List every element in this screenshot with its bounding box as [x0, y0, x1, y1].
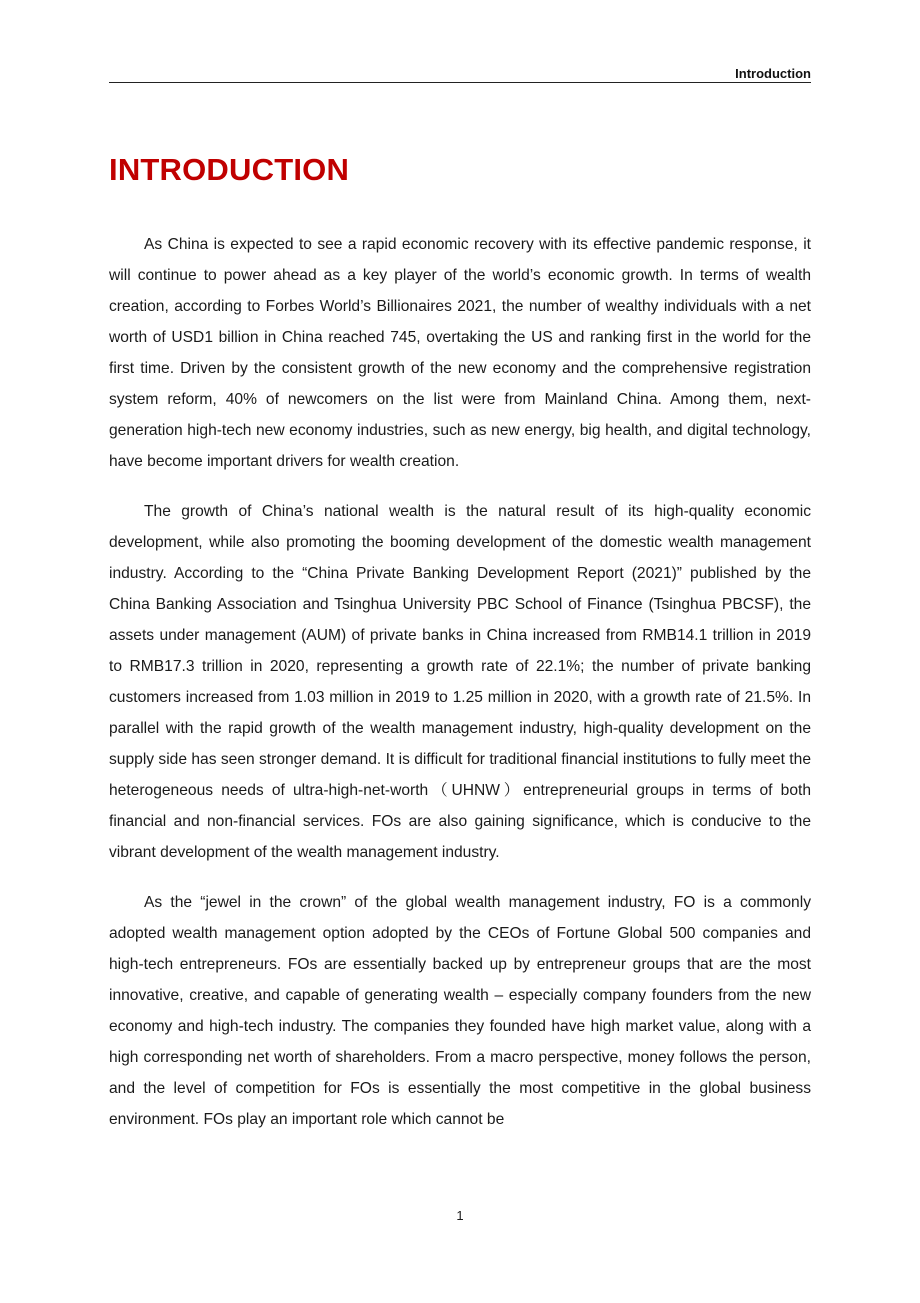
running-header: Introduction: [735, 66, 811, 81]
page-title: INTRODUCTION: [109, 152, 350, 187]
paragraph-1: As China is expected to see a rapid economic recovery with its effective pandemic response, it will continue to power ahead as a key player of the world’s economic growth. In terms of wealth creation, according to Forbes World’s Billionaires 2021, the number of wealthy individuals with a net worth of USD1 billion in China reached 745, overtaking the US and ranking first in the world for the first time. Driven by the consistent growth of the new economy and the comprehensive registration system reform, 40% of newcomers on the list were from Mainland China. Among them, next-generation high-tech new economy industries, such as new energy, big health, and digital technology, have become important drivers for wealth creation.: [109, 236, 811, 470]
body-text: [109, 229, 811, 1154]
paragraph-2: The growth of China’s national wealth is the natural result of its high-quality economic development, while also promoting the booming development of the domestic wealth management industry. According to the “China Private Banking Development Report (2021)” published by the China Banking Association and Tsinghua University PBC School of Finance (Tsinghua PBCSF), the assets under management (AUM) of private banks in China increased from RMB14.1 trillion in 2019 to RMB17.3 trillion in 2020, representing a growth rate of 22.1%; the number of private banking customers increased from 1.03 million in 2019 to 1.25 million in 2020, with a growth rate of 21.5%. In parallel with the rapid growth of the wealth management industry, high-quality development on the supply side has seen stronger demand. It is difficult for traditional financial institutions to fully meet the heterogeneous needs of ultra-high-net-worth（UHNW）entrepreneurial groups in terms of both financial and non-financial services. FOs are also gaining significance, which is conducive to the vibrant development of the wealth management industry.: [109, 503, 811, 861]
paragraph-3: As the “jewel in the crown” of the global wealth management industry, FO is a commonly adopted wealth management option adopted by the CEOs of Fortune Global 500 companies and high-tech entrepreneurs. FOs are essentially backed up by entrepreneur groups that are the most innovative, creative, and capable of generating wealth – especially company founders from the new economy and high-tech industry. The companies they founded have high market value, along with a high corresponding net worth of shareholders. From a macro perspective, money follows the person, and the level of competition for FOs is essentially the most competitive in the global business environment. FOs play an important role which cannot be: [109, 894, 811, 1128]
page-number: 1: [456, 1208, 464, 1223]
header-divider: [109, 82, 811, 83]
